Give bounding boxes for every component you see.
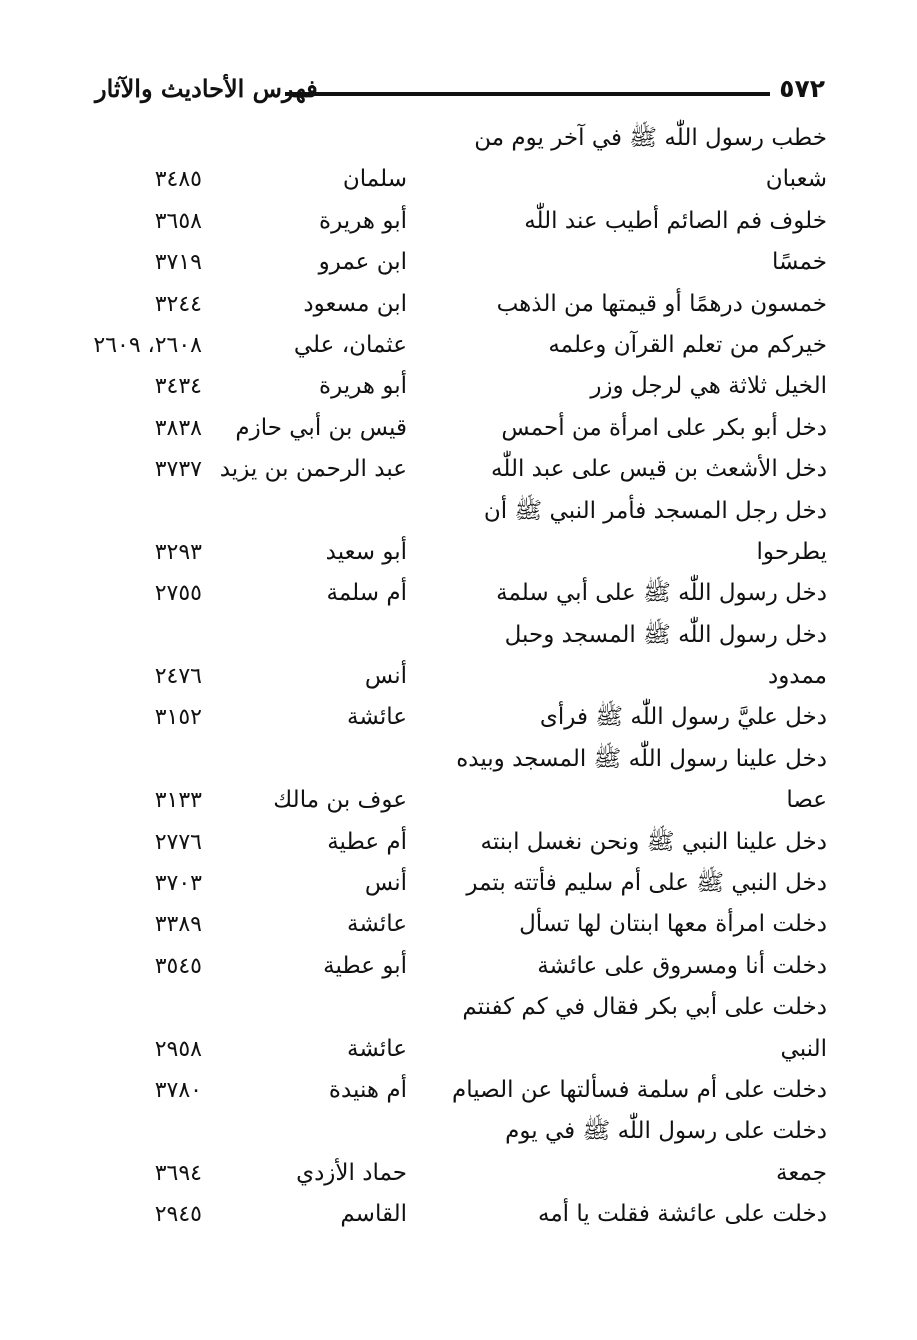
hadith-number: ٣٨٣٨ — [154, 415, 202, 441]
index-row — [95, 1070, 827, 1111]
hadith-text: دخل رجل المسجد فأمر النبي ﷺ أن — [483, 497, 827, 524]
hadith-text: عصا — [786, 787, 827, 814]
hadith-text: خيركم من تعلم القرآن وعلمه — [548, 331, 827, 358]
page-header — [95, 72, 825, 112]
index-row — [95, 366, 827, 407]
hadith-text: خلوف فم الصائم أطيب عند اللّٰه — [524, 207, 827, 234]
narrator: عائشة — [347, 911, 407, 938]
hadith-number: ٣٦٥٨ — [154, 208, 202, 234]
hadith-text: خطب رسول اللّٰه ﷺ في آخر يوم من — [474, 125, 827, 151]
hadith-number: ٣١٣٣ — [154, 788, 202, 814]
hadith-number: ٢٤٧٦ — [154, 664, 202, 690]
narrator: عوف بن مالك — [273, 787, 407, 814]
narrator: ابن عمرو — [318, 249, 407, 276]
index-row — [95, 118, 827, 159]
index-row — [95, 408, 827, 449]
index-row — [95, 1153, 827, 1194]
index-row — [95, 780, 827, 821]
hadith-number: ٣٤٣٤ — [154, 374, 202, 400]
index-row — [95, 449, 827, 490]
narrator: أم سلمة — [326, 580, 407, 607]
narrator: عائشة — [347, 704, 407, 731]
hadith-text: دخل الأشعث بن قيس على عبد اللّٰه — [491, 456, 827, 483]
narrator: قيس بن أبي حازم — [235, 414, 407, 441]
hadith-text: الخيل ثلاثة هي لرجل وزر — [590, 373, 827, 400]
hadith-number: ٢٧٥٥ — [154, 581, 202, 607]
hadith-text: دخل علينا رسول اللّٰه ﷺ المسجد وبيده — [456, 745, 827, 772]
hadith-text: يطرحوا — [756, 538, 827, 565]
hadith-number: ٣٢٩٣ — [154, 539, 202, 565]
index-row — [95, 1029, 827, 1070]
hadith-text: دخل رسول اللّٰه ﷺ المسجد وحبل — [504, 621, 827, 648]
hadith-text: النبي — [780, 1035, 827, 1062]
index-row — [95, 284, 827, 325]
narrator: عائشة — [347, 1035, 407, 1062]
narrator: القاسم — [340, 1201, 407, 1228]
index-row — [95, 697, 827, 738]
hadith-text: دخلت على أبي بكر فقال في كم كفنتم — [462, 994, 827, 1021]
header-rule — [285, 92, 770, 96]
hadith-text: دخل عليَّ رسول اللّٰه ﷺ فرأى — [539, 704, 827, 731]
hadith-number: ٣٢٤٤ — [154, 291, 202, 317]
index-row — [95, 1194, 827, 1235]
index-row — [95, 573, 827, 614]
hadith-number: ٣٥٤٥ — [154, 953, 202, 979]
hadith-text: ممدود — [767, 663, 827, 690]
index-row — [95, 904, 827, 945]
index-row — [95, 822, 827, 863]
narrator: حماد الأزدي — [296, 1159, 407, 1186]
index-row — [95, 532, 827, 573]
hadith-number: ٢٩٥٨ — [154, 1036, 202, 1062]
hadith-number: ٣٧٨٠ — [154, 1077, 202, 1103]
narrator: أنس — [364, 870, 407, 897]
hadith-text: شعبان — [765, 166, 827, 193]
hadith-text: جمعة — [776, 1159, 827, 1186]
index-row — [95, 201, 827, 242]
hadith-text: دخل النبي ﷺ على أم سليم فأتته بتمر — [466, 870, 827, 897]
narrator: ابن مسعود — [303, 290, 407, 317]
hadith-number: ٣٧٠٣ — [154, 871, 202, 897]
hadith-number: ٣٣٨٩ — [154, 912, 202, 938]
header-title: فهرس الأحاديث والآثار — [95, 74, 318, 103]
hadith-number: ٣٤٨٥ — [154, 167, 202, 193]
hadith-text: دخل رسول اللّٰه ﷺ على أبي سلمة — [496, 580, 827, 607]
index-row — [95, 325, 827, 366]
index-entries — [95, 118, 827, 1236]
hadith-number: ٣٧١٩ — [154, 250, 202, 276]
narrator: أبو سعيد — [325, 538, 407, 565]
index-row — [95, 1111, 827, 1152]
narrator: سلمان — [342, 166, 407, 193]
hadith-number: ٢٦٠٨، ٢٦٠٩ — [93, 332, 202, 358]
narrator: أبو هريرة — [319, 207, 407, 234]
hadith-text: دخلت على عائشة فقلت يا أمه — [538, 1201, 827, 1228]
index-row — [95, 946, 827, 987]
hadith-number: ٣١٥٢ — [154, 705, 202, 731]
hadith-text: دخلت على أم سلمة فسألتها عن الصيام — [451, 1076, 827, 1103]
hadith-number: ٣٧٣٧ — [154, 457, 202, 483]
index-row — [95, 656, 827, 697]
hadith-text: خمسون درهمًا أو قيمتها من الذهب — [496, 290, 827, 317]
index-row — [95, 863, 827, 904]
index-row — [95, 159, 827, 200]
narrator: عثمان، علي — [293, 331, 407, 358]
index-row — [95, 491, 827, 532]
narrator: عبد الرحمن بن يزيد — [219, 456, 407, 483]
hadith-number: ٢٩٤٥ — [154, 1202, 202, 1228]
page-number: ٥٧٢ — [779, 74, 825, 103]
narrator: أم هنيدة — [328, 1076, 407, 1103]
hadith-text: خمسًا — [771, 249, 827, 276]
index-row — [95, 615, 827, 656]
hadith-text: دخلت امرأة معها ابنتان لها تسأل — [519, 911, 827, 938]
index-row — [95, 242, 827, 283]
hadith-text: دخلت أنا ومسروق على عائشة — [537, 952, 827, 979]
hadith-text: دخلت على رسول اللّٰه ﷺ في يوم — [505, 1118, 827, 1145]
narrator: أم عطية — [327, 828, 407, 855]
narrator: أبو عطية — [323, 952, 407, 979]
index-row — [95, 739, 827, 780]
hadith-number: ٣٦٩٤ — [154, 1160, 202, 1186]
hadith-text: دخل علينا النبي ﷺ ونحن نغسل ابنته — [480, 828, 827, 855]
hadith-number: ٢٧٧٦ — [154, 829, 202, 855]
narrator: أبو هريرة — [319, 373, 407, 400]
narrator: أنس — [364, 663, 407, 690]
index-row — [95, 987, 827, 1028]
hadith-text: دخل أبو بكر على امرأة من أحمس — [501, 414, 827, 441]
